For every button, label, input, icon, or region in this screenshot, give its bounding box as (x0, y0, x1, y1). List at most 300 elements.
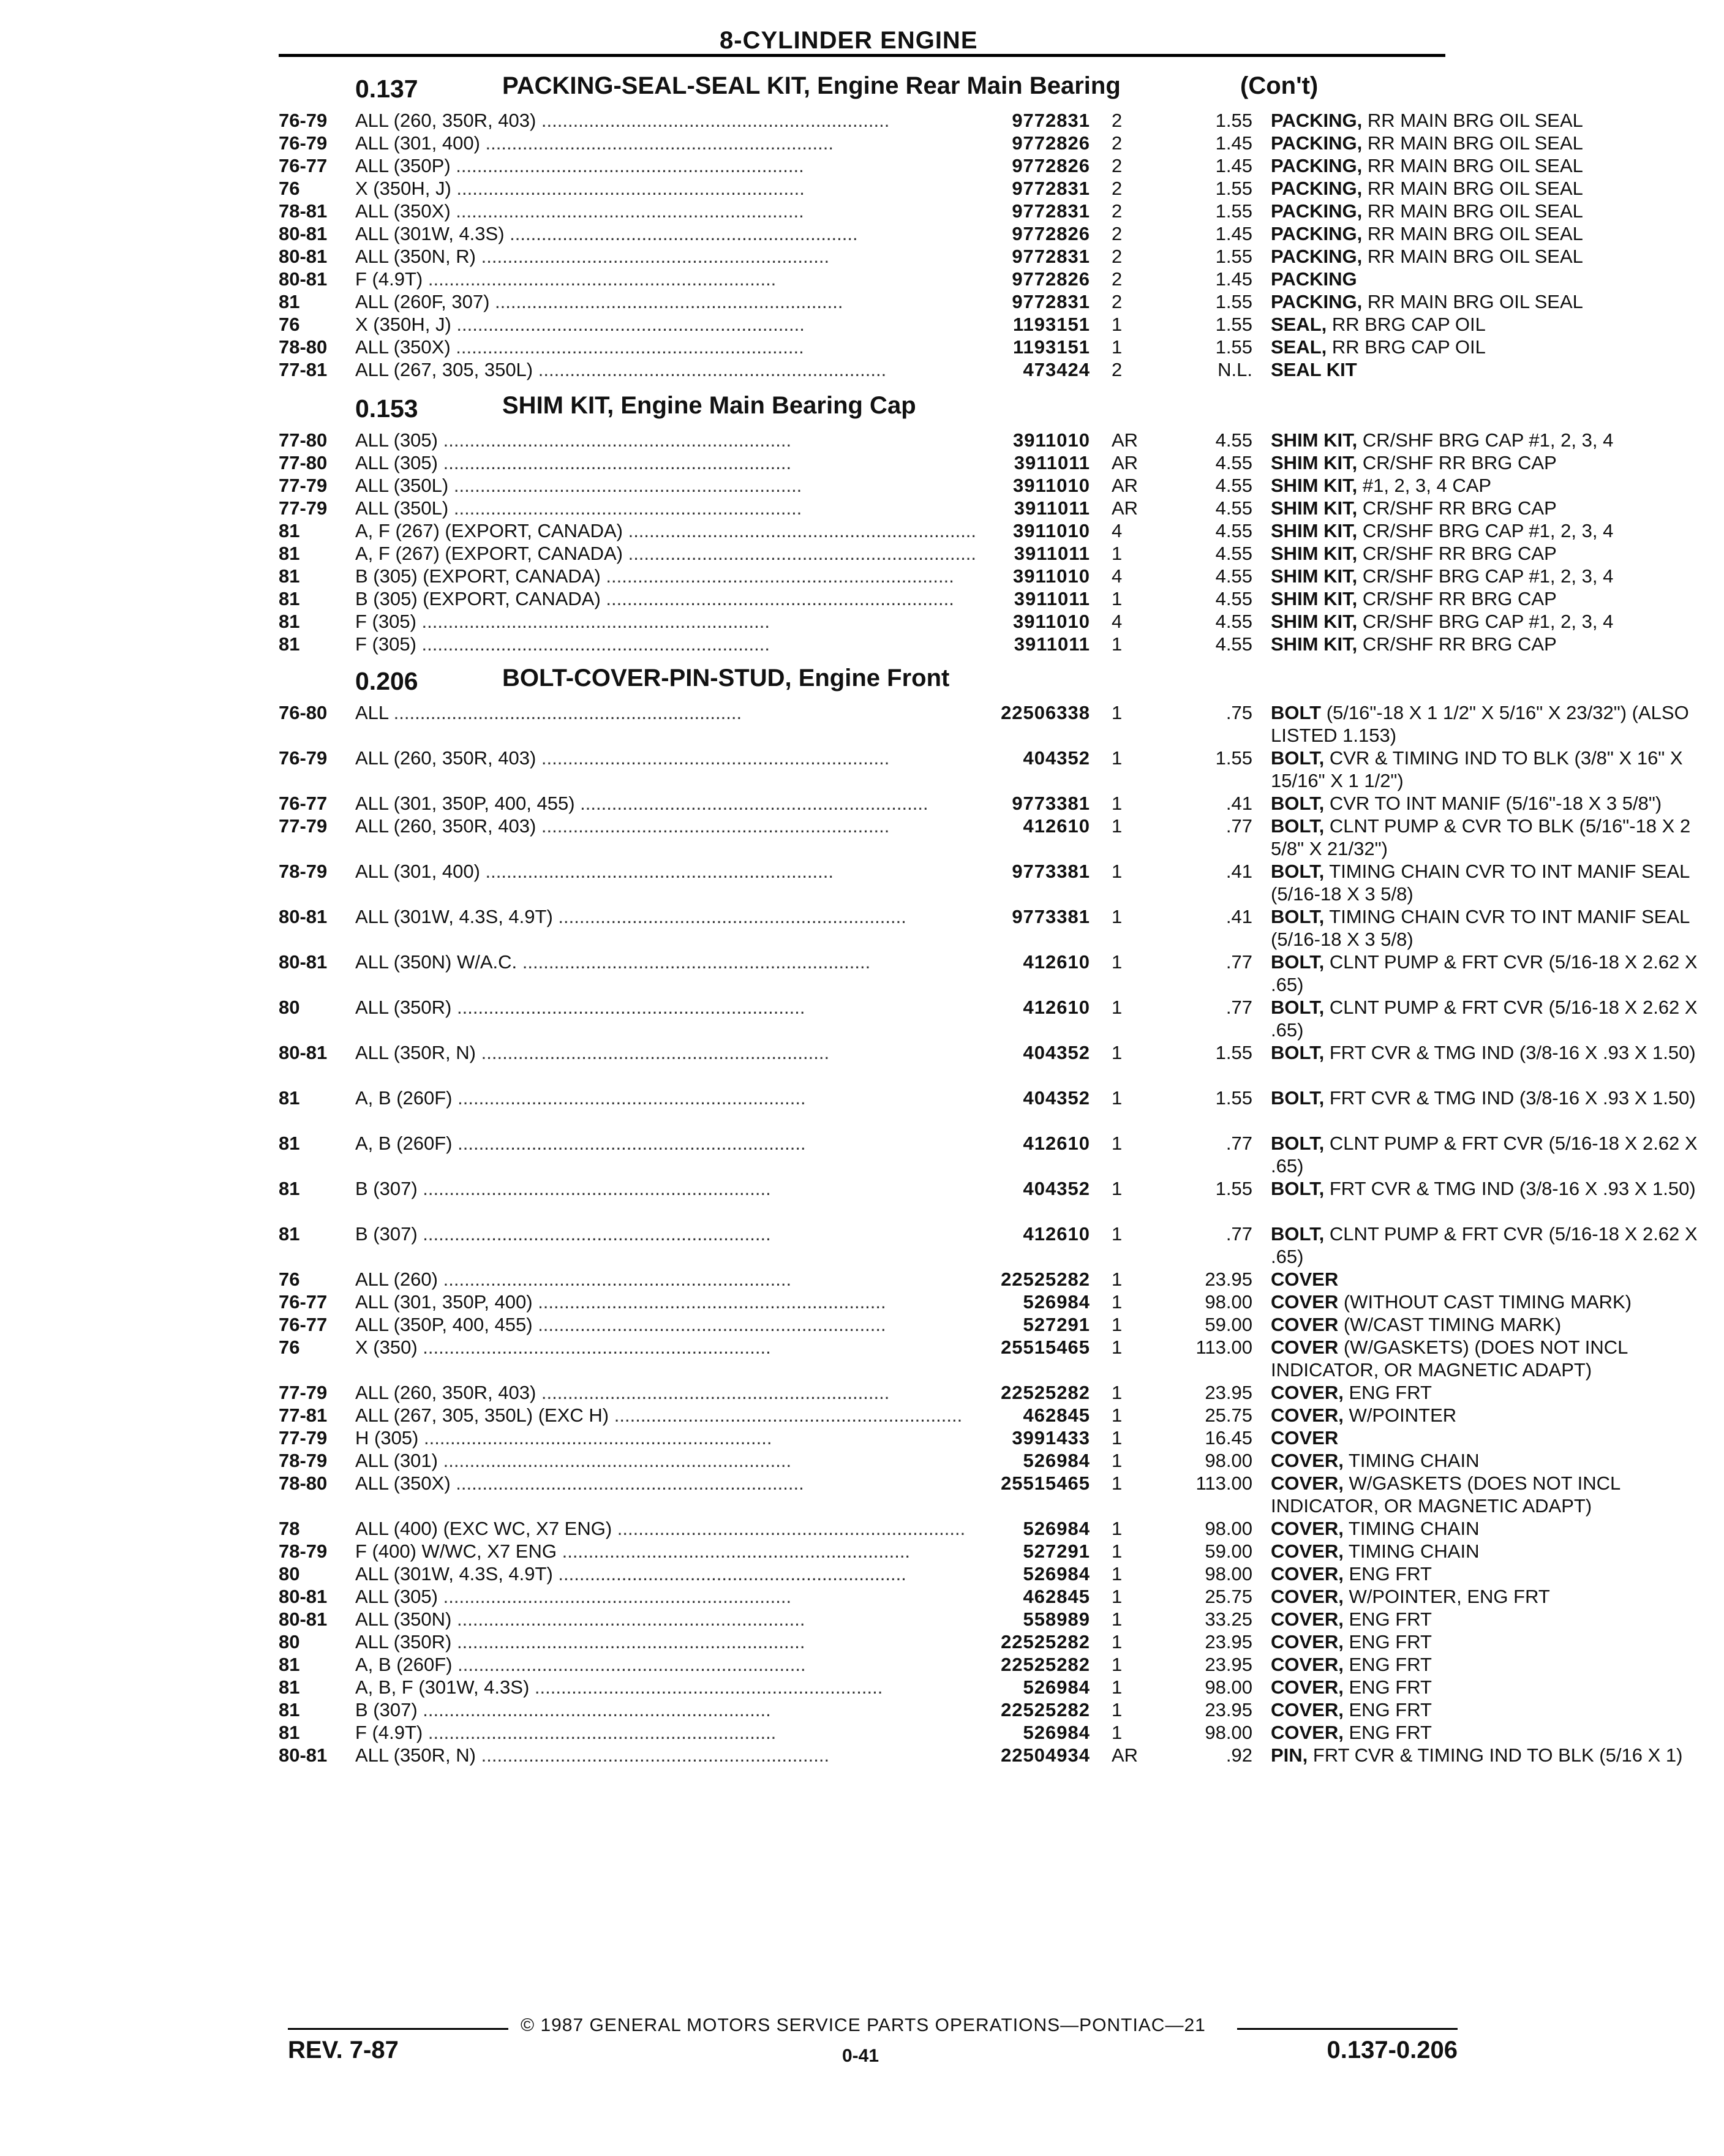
model-years: 80-81 (279, 951, 328, 973)
description-detail: RR MAIN BRG OIL SEAL (1362, 223, 1583, 244)
application-cell (355, 1676, 962, 1698)
description (1271, 429, 1724, 451)
description (1271, 1585, 1724, 1608)
part-number: 412610 (1023, 815, 1090, 837)
application: ALL (260, 350R, 403) (355, 747, 536, 769)
quantity: 2 (1112, 246, 1123, 267)
parts-row (279, 154, 1583, 177)
application-cell (355, 633, 962, 655)
leader-dots: .................................................................. (480, 861, 834, 882)
application-cell (355, 1336, 962, 1359)
quantity: 1 (1112, 543, 1123, 564)
parts-row (279, 1041, 1696, 1087)
application-cell (355, 1223, 962, 1245)
quantity: 1 (1112, 588, 1123, 609)
description (1271, 451, 1724, 474)
part-number: 412610 (1023, 997, 1090, 1018)
application: ALL (260, 350R, 403) (355, 110, 536, 131)
price: 4.55 (1215, 588, 1252, 609)
application: H (305) (355, 1427, 419, 1449)
application-cell (355, 109, 962, 132)
quantity: 1 (1112, 1268, 1123, 1290)
description-part-name: COVER, (1271, 1608, 1344, 1630)
price: 98.00 (1205, 1563, 1252, 1585)
application: X (350) (355, 1336, 418, 1358)
application-cell (355, 1721, 962, 1744)
description (1271, 1472, 1724, 1517)
footer-copyright: © 1987 GENERAL MOTORS SERVICE PARTS OPERATIONS—PONTIAC—21 (521, 2015, 1206, 2035)
price: 1.55 (1215, 291, 1252, 312)
application-cell (355, 177, 962, 200)
footer-section-range: 0.137-0.206 (1327, 2037, 1458, 2064)
parts-row (279, 497, 1557, 519)
description-part-name: PACKING, (1271, 132, 1363, 154)
model-years: 76 (279, 314, 300, 335)
model-years: 77-81 (279, 1404, 328, 1426)
description-part-name: SHIM KIT, (1271, 588, 1358, 609)
application-cell (355, 905, 962, 928)
model-years: 77-79 (279, 1382, 328, 1403)
description-detail: ENG FRT (1343, 1563, 1432, 1585)
parts-row (279, 1223, 1698, 1268)
description (1271, 542, 1724, 565)
parts-row (279, 633, 1557, 655)
leader-dots: .................................................................. (452, 1087, 806, 1109)
price: 1.55 (1215, 747, 1252, 769)
part-number: 22525282 (1001, 1699, 1090, 1721)
part-number: 9772831 (1012, 110, 1090, 131)
model-years: 76-77 (279, 1314, 328, 1335)
application: B (305) (EXPORT, CANADA) (355, 565, 601, 587)
application-cell (355, 1562, 962, 1585)
model-years: 78-79 (279, 1450, 328, 1471)
application: X (350H, J) (355, 178, 451, 199)
quantity: 1 (1112, 1563, 1123, 1585)
parts-row (279, 1540, 1480, 1562)
quantity: 2 (1112, 200, 1123, 222)
leader-dots: .................................................................. (532, 1291, 886, 1313)
description-detail: CR/SHF BRG CAP #1, 2, 3, 4 (1357, 565, 1614, 587)
parts-row (279, 905, 1690, 951)
part-number: 9772831 (1012, 246, 1090, 267)
quantity: 1 (1112, 1654, 1123, 1675)
quantity: 1 (1112, 747, 1123, 769)
application: ALL (350P) (355, 155, 451, 176)
application: F (4.9T) (355, 1722, 423, 1743)
part-number: 1193151 (1013, 336, 1090, 358)
application: ALL (355, 702, 389, 723)
parts-row (279, 429, 1614, 451)
part-number: 3911011 (1014, 588, 1090, 609)
description-part-name: COVER (1271, 1268, 1339, 1290)
price: 98.00 (1205, 1291, 1252, 1313)
model-years: 81 (279, 1178, 300, 1199)
application: ALL (350P, 400, 455) (355, 1314, 533, 1335)
quantity: 1 (1112, 793, 1123, 814)
section-name: PACKING-SEAL-SEAL KIT, Engine Rear Main Bearing (502, 72, 1121, 99)
price: .92 (1225, 1744, 1252, 1766)
description-detail: CLNT PUMP & FRT CVR (5/16-18 X 2.62 X .65) (1271, 1133, 1698, 1177)
price: .41 (1225, 906, 1252, 927)
application-cell (355, 1313, 962, 1336)
model-years: 78 (279, 1518, 300, 1539)
application-cell (355, 1041, 962, 1064)
application-cell (355, 451, 962, 474)
parts-row (279, 1630, 1461, 1653)
application-cell (355, 200, 962, 222)
application: ALL (350L) (355, 497, 449, 519)
description-detail: #1, 2, 3, 4 CAP (1357, 475, 1492, 496)
leader-dots: .................................................................. (416, 611, 770, 632)
price: 1.45 (1215, 132, 1252, 154)
description-detail: FRT CVR & TMG IND (3/8-16 X .93 X 1.50) (1324, 1087, 1696, 1109)
application: ALL (305) (355, 452, 438, 473)
application: ALL (301, 400) (355, 132, 480, 154)
parts-row (279, 1404, 1461, 1427)
quantity: 1 (1112, 1608, 1123, 1630)
description-detail: W/POINTER (1343, 1404, 1457, 1426)
description-detail: CR/SHF BRG CAP #1, 2, 3, 4 (1357, 520, 1614, 541)
description (1271, 1744, 1724, 1766)
application: ALL (350X) (355, 200, 451, 222)
application: A, B (260F) (355, 1654, 453, 1675)
model-years: 81 (279, 543, 300, 564)
quantity: 1 (1112, 951, 1123, 973)
quantity: 1 (1112, 1586, 1123, 1607)
model-years: 81 (279, 1699, 300, 1721)
model-years: 77-79 (279, 815, 328, 837)
description-part-name: COVER, (1271, 1586, 1344, 1607)
description (1271, 792, 1724, 815)
quantity: AR (1112, 429, 1139, 451)
application-cell (355, 1698, 962, 1721)
part-number: 462845 (1023, 1586, 1090, 1607)
leader-dots: .................................................................. (536, 1382, 890, 1403)
description-part-name: BOLT, (1271, 793, 1325, 814)
price: .41 (1225, 793, 1252, 814)
description-detail: W/GASKETS (DOES NOT INCL INDICATOR, OR MAGNETIC ADAPT) (1271, 1472, 1620, 1517)
quantity: 4 (1112, 520, 1123, 541)
description-detail: TIMING CHAIN (1343, 1518, 1480, 1539)
application: ALL (301) (355, 1450, 438, 1471)
model-years: 77-80 (279, 452, 328, 473)
description-part-name: SEAL KIT (1271, 359, 1357, 380)
description-part-name: PACKING (1271, 268, 1357, 290)
description (1271, 860, 1724, 905)
part-number: 412610 (1023, 1223, 1090, 1245)
description-part-name: COVER, (1271, 1382, 1344, 1403)
section-name: BOLT-COVER-PIN-STUD, Engine Front (502, 665, 950, 692)
description (1271, 222, 1724, 245)
application: ALL (350R) (355, 1631, 452, 1653)
part-number: 404352 (1023, 1087, 1090, 1109)
parts-row (279, 951, 1698, 996)
application-cell (355, 497, 962, 519)
application-cell (355, 815, 962, 837)
leader-dots: .................................................................. (450, 1472, 804, 1494)
leader-dots: .................................................................. (451, 1631, 805, 1653)
leader-dots: .................................................................. (476, 1042, 830, 1063)
description (1271, 1336, 1724, 1381)
parts-row (279, 587, 1557, 610)
description-detail: CLNT PUMP & FRT CVR (5/16-18 X 2.62 X .65) (1271, 997, 1698, 1041)
price: 1.55 (1215, 1087, 1252, 1109)
description-part-name: COVER (1271, 1314, 1339, 1335)
part-number: 404352 (1023, 1042, 1090, 1063)
model-years: 76-79 (279, 747, 328, 769)
part-number: 3911010 (1013, 475, 1090, 496)
application: B (307) (355, 1699, 418, 1721)
description-part-name: COVER (1271, 1291, 1339, 1313)
model-years: 81 (279, 1087, 300, 1109)
description-part-name: PACKING, (1271, 246, 1363, 267)
parts-row (279, 1427, 1461, 1449)
model-years: 80 (279, 997, 300, 1018)
price: 1.55 (1215, 110, 1252, 131)
price: 4.55 (1215, 543, 1252, 564)
description-part-name: SHIM KIT, (1271, 497, 1358, 519)
parts-row (279, 109, 1583, 132)
part-number: 3911010 (1013, 611, 1090, 632)
description-detail: (WITHOUT CAST TIMING MARK) (1338, 1291, 1632, 1313)
application: ALL (350R, N) (355, 1042, 476, 1063)
parts-row (279, 222, 1583, 245)
application-cell (355, 268, 962, 290)
leader-dots: .................................................................. (451, 314, 805, 335)
application-cell (355, 474, 962, 497)
price: 113.00 (1195, 1336, 1252, 1358)
leader-dots: .................................................................. (416, 633, 770, 655)
price: 4.55 (1215, 452, 1252, 473)
quantity: AR (1112, 452, 1139, 473)
application: ALL (305) (355, 429, 438, 451)
application-cell (355, 610, 962, 633)
leader-dots: .................................................................. (451, 178, 805, 199)
section-0-137 (279, 72, 1583, 381)
quantity: 1 (1112, 1404, 1123, 1426)
description-part-name: PACKING, (1271, 178, 1363, 199)
application: ALL (301, 350P, 400) (355, 1291, 533, 1313)
parts-row (279, 565, 1614, 587)
quantity: 1 (1112, 1382, 1123, 1403)
price: 4.55 (1215, 633, 1252, 655)
description (1271, 1653, 1724, 1676)
quantity: 2 (1112, 132, 1123, 154)
price: 4.55 (1215, 429, 1252, 451)
application-cell (355, 313, 962, 336)
application: X (350H, J) (355, 314, 451, 335)
application-cell (355, 996, 962, 1019)
price: .77 (1225, 951, 1252, 973)
price: .77 (1225, 997, 1252, 1018)
description-part-name: BOLT, (1271, 1087, 1325, 1109)
model-years: 77-79 (279, 475, 328, 496)
part-number: 22525282 (1001, 1654, 1090, 1675)
application: ALL (260F, 307) (355, 291, 490, 312)
price: 1.45 (1215, 268, 1252, 290)
application-cell (355, 1268, 962, 1291)
description-part-name: BOLT (1271, 702, 1322, 723)
description (1271, 815, 1724, 860)
parts-row (279, 451, 1557, 474)
section-number: 0.206 (355, 667, 418, 695)
application-cell (355, 519, 977, 542)
description-part-name: SHIM KIT, (1271, 543, 1358, 564)
quantity: 1 (1112, 1676, 1123, 1698)
model-years: 77-79 (279, 497, 328, 519)
quantity: 1 (1112, 1133, 1123, 1154)
description-detail: ENG FRT (1343, 1654, 1432, 1675)
description-part-name: PACKING, (1271, 200, 1363, 222)
parts-row (279, 1585, 1550, 1608)
application: A, B (260F) (355, 1133, 453, 1154)
quantity: 1 (1112, 1722, 1123, 1743)
description (1271, 996, 1724, 1041)
application-cell (355, 792, 962, 815)
page-footer (288, 2012, 1458, 2092)
description-detail: RR MAIN BRG OIL SEAL (1362, 291, 1583, 312)
leader-dots: .................................................................. (600, 588, 954, 609)
description-detail: CR/SHF RR BRG CAP (1357, 588, 1557, 609)
description-part-name: SHIM KIT, (1271, 565, 1358, 587)
price: 25.75 (1205, 1404, 1252, 1426)
part-number: 3911011 (1014, 452, 1090, 473)
application: ALL (260, 350R, 403) (355, 815, 536, 837)
part-number: 9772826 (1012, 155, 1090, 176)
description-part-name: BOLT, (1271, 1223, 1325, 1245)
description-part-name: COVER, (1271, 1404, 1344, 1426)
quantity: 2 (1112, 359, 1123, 380)
application-cell (355, 290, 962, 313)
parts-row (279, 747, 1683, 792)
part-number: 9773381 (1012, 861, 1090, 882)
description-part-name: SHIM KIT, (1271, 611, 1358, 632)
application-cell (355, 747, 962, 769)
parts-row (279, 1177, 1696, 1223)
leader-dots: .................................................................. (450, 200, 804, 222)
parts-row (279, 701, 1689, 747)
description-detail: FRT CVR & TMG IND (3/8-16 X .93 X 1.50) (1324, 1042, 1696, 1063)
part-number: 22525282 (1001, 1631, 1090, 1653)
part-number: 3911011 (1014, 543, 1090, 564)
description-detail: RR MAIN BRG OIL SEAL (1362, 155, 1583, 176)
description (1271, 633, 1724, 655)
quantity: 1 (1112, 1472, 1123, 1494)
application: ALL (350N) (355, 1608, 452, 1630)
leader-dots: .................................................................. (448, 497, 802, 519)
leader-dots: .................................................................. (556, 1540, 911, 1562)
application-cell (355, 429, 962, 451)
section-title (279, 72, 1461, 109)
price: 1.55 (1215, 336, 1252, 358)
description (1271, 313, 1724, 336)
description-part-name: BOLT, (1271, 1178, 1325, 1199)
part-number: 558989 (1023, 1608, 1090, 1630)
parts-row (279, 290, 1583, 313)
model-years: 80-81 (279, 1042, 328, 1063)
leader-dots: .................................................................. (438, 1586, 792, 1607)
description-part-name: BOLT, (1271, 815, 1325, 837)
parts-row (279, 860, 1690, 905)
description-part-name: COVER, (1271, 1518, 1344, 1539)
quantity: 2 (1112, 155, 1123, 176)
part-number: 526984 (1023, 1563, 1090, 1585)
application: A, B, F (301W, 4.3S) (355, 1676, 530, 1698)
quantity: 1 (1112, 1042, 1123, 1063)
description-part-name: BOLT, (1271, 1042, 1325, 1063)
application: A, F (267) (EXPORT, CANADA) (355, 520, 623, 541)
application: A, B (260F) (355, 1087, 453, 1109)
application-cell (355, 1177, 962, 1200)
application-cell (355, 132, 962, 154)
application-cell (355, 1427, 962, 1449)
part-number: 404352 (1023, 1178, 1090, 1199)
application-cell (355, 1608, 962, 1630)
description (1271, 109, 1724, 132)
description-detail: TIMING CHAIN CVR TO INT MANIF SEAL (5/16-18 X 3 5/8) (1271, 861, 1690, 905)
leader-dots: .................................................................. (533, 359, 887, 380)
quantity: 1 (1112, 314, 1123, 335)
leader-dots: .................................................................. (536, 747, 890, 769)
model-years: 76-77 (279, 1291, 328, 1313)
description-detail: RR MAIN BRG OIL SEAL (1362, 132, 1583, 154)
application-cell (355, 542, 977, 565)
description (1271, 1313, 1724, 1336)
application-cell (355, 565, 962, 587)
header-rule (279, 54, 1445, 57)
description-detail: CR/SHF RR BRG CAP (1357, 633, 1557, 655)
parts-row (279, 1381, 1461, 1404)
model-years: 80-81 (279, 1744, 328, 1766)
description (1271, 290, 1724, 313)
description (1271, 268, 1724, 290)
part-number: 9772831 (1012, 291, 1090, 312)
application-cell (355, 358, 962, 381)
description-detail: (W/GASKETS) (DOES NOT INCL INDICATOR, OR MAGNETIC ADAPT) (1271, 1336, 1628, 1381)
description-part-name: BOLT, (1271, 861, 1325, 882)
price: 23.95 (1205, 1654, 1252, 1675)
description-detail: ENG FRT (1343, 1382, 1432, 1403)
application-cell (355, 1381, 962, 1404)
description-detail: TIMING CHAIN CVR TO INT MANIF SEAL (5/16-18 X 3 5/8) (1271, 906, 1690, 950)
parts-row (279, 245, 1583, 268)
part-number: 527291 (1023, 1314, 1090, 1335)
quantity: 1 (1112, 1223, 1123, 1245)
price: .77 (1225, 1223, 1252, 1245)
price: 1.55 (1215, 246, 1252, 267)
quantity: 1 (1112, 1336, 1123, 1358)
description-detail: ENG FRT (1343, 1676, 1432, 1698)
leader-dots: .................................................................. (552, 906, 906, 927)
description-detail: ENG FRT (1343, 1699, 1432, 1721)
quantity: AR (1112, 475, 1139, 496)
quantity: 1 (1112, 1314, 1123, 1335)
application-cell (355, 1132, 962, 1155)
application: F (305) (355, 611, 416, 632)
description (1271, 1676, 1724, 1698)
price: 1.55 (1215, 200, 1252, 222)
model-years: 80-81 (279, 1586, 328, 1607)
application: ALL (260) (355, 1268, 438, 1290)
description-detail: FRT CVR & TMG IND (3/8-16 X .93 X 1.50) (1324, 1178, 1696, 1199)
description-part-name: SHIM KIT, (1271, 520, 1358, 541)
description-part-name: SEAL, (1271, 336, 1327, 358)
description (1271, 587, 1724, 610)
description (1271, 951, 1724, 996)
model-years: 81 (279, 1722, 300, 1743)
description-part-name: SHIM KIT, (1271, 475, 1358, 496)
description-detail: TIMING CHAIN (1343, 1450, 1480, 1471)
